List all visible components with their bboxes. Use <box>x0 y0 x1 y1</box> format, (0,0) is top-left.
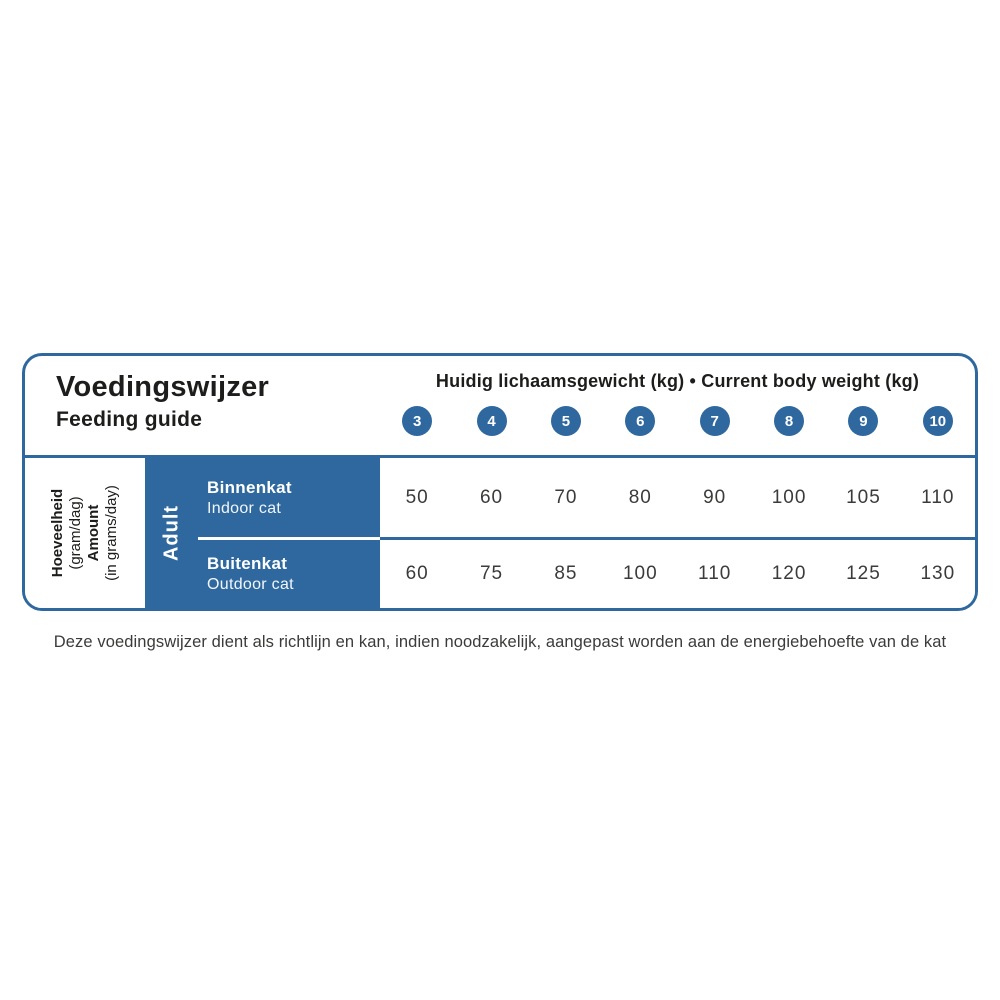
row-labels <box>198 458 380 608</box>
data-grid <box>380 458 975 608</box>
row-label-indoor-cat <box>198 458 380 537</box>
weight-cell <box>826 406 900 436</box>
weight-cell <box>752 406 826 436</box>
weight-badge-6: 6 <box>625 406 655 436</box>
data-cell: 70 <box>554 486 578 508</box>
weight-cell <box>678 406 752 436</box>
weight-badge-7: 7 <box>700 406 730 436</box>
data-cell: 130 <box>920 563 956 584</box>
data-cell: 85 <box>554 563 578 584</box>
table-row-outdoor <box>380 540 975 608</box>
adult-band <box>145 458 198 608</box>
data-cell: 125 <box>846 563 881 584</box>
row-name-en: Outdoor cat <box>207 576 294 593</box>
adult-group-panel <box>145 458 380 608</box>
weight-cell <box>529 406 603 436</box>
table-row-indoor <box>380 458 975 537</box>
weight-badge-10: 10 <box>923 406 953 436</box>
data-cell: 110 <box>698 563 732 584</box>
data-cell: 100 <box>771 486 807 508</box>
amount-axis-column <box>25 458 145 608</box>
amount-unit-nl: (gram/dag) <box>67 496 84 570</box>
data-cell: 110 <box>921 486 955 508</box>
weight-cell <box>603 406 677 436</box>
weight-cell <box>380 406 454 436</box>
data-cell: 75 <box>479 563 504 584</box>
amount-unit-en: (in grams/day) <box>103 485 120 581</box>
data-cell: 50 <box>405 486 429 508</box>
data-cell: 120 <box>771 563 807 584</box>
weight-column-header: Huidig lichaamsgewicht (kg) • Current body weight (kg) <box>435 371 920 391</box>
data-cell: 60 <box>405 563 429 584</box>
weights-block <box>380 356 975 455</box>
card-header <box>25 356 975 455</box>
page-subtitle: Feeding guide <box>56 408 203 431</box>
amount-label-nl: Hoeveelheid <box>49 488 66 578</box>
weight-cell <box>901 406 975 436</box>
row-label-outdoor-cat <box>198 540 380 608</box>
page-title: Voedingswijzer <box>56 371 270 403</box>
weight-badge-4: 4 <box>477 406 507 436</box>
amount-label-en: Amount <box>85 504 102 562</box>
data-cell: 100 <box>622 563 658 584</box>
weight-badge-9: 9 <box>848 406 878 436</box>
row-name-nl: Binnenkat <box>207 477 292 497</box>
data-cell: 90 <box>703 486 727 508</box>
data-cell: 105 <box>846 486 881 508</box>
title-block <box>25 356 380 455</box>
weight-badge-3: 3 <box>402 406 432 436</box>
card-body <box>25 458 975 608</box>
feeding-guide-card <box>22 353 978 611</box>
footer-note: Deze voedingswijzer dient als richtlijn en kan, indien noodzakelijk, aangepast worden aan de energiebehoefte van de kat <box>53 633 947 651</box>
data-cell: 60 <box>479 486 504 508</box>
row-name-nl: Buitenkat <box>207 554 288 573</box>
amount-axis-label <box>49 485 121 581</box>
data-cell: 80 <box>628 486 652 508</box>
weight-badge-5: 5 <box>551 406 581 436</box>
group-label-adult: Adult <box>160 504 182 562</box>
weight-circles-row <box>380 406 975 436</box>
weight-badge-8: 8 <box>774 406 804 436</box>
weight-cell <box>454 406 528 436</box>
row-name-en: Indoor cat <box>207 499 282 517</box>
